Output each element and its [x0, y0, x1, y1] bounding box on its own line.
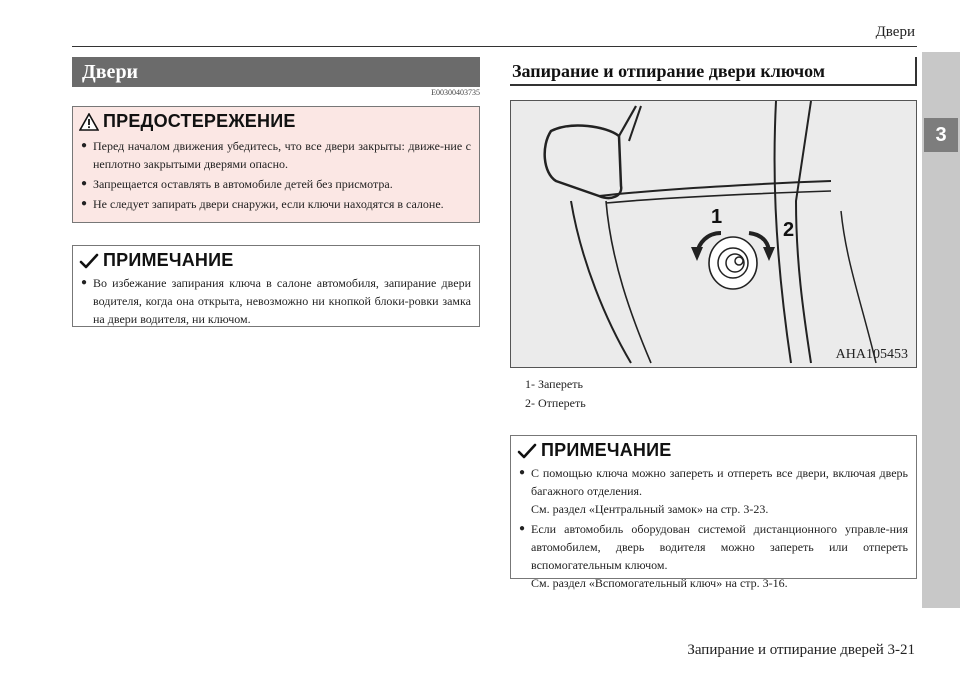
warning-heading: [79, 111, 296, 132]
note-reference: См. раздел «Центральный замок» на стр. 3-23.: [531, 502, 769, 516]
note-text: С помощью ключа можно запереть и отпереть все двери, включая дверь багажного отделения.: [531, 466, 908, 498]
door-lock-drawing: [511, 101, 916, 367]
arrow-label-lock: 1: [711, 206, 723, 228]
note-text: Если автомобиль оборудован системой дистанционного управле-ния автомобилем, дверь водителя можно запереть или отпереть вспомогательным ключом.: [531, 522, 908, 572]
illustration-code: AHA105453: [835, 347, 908, 362]
list-item: ● Не следует запирать двери снаружи, если ключи находятся в салоне.: [81, 195, 471, 213]
section-title-doors: Двери: [72, 57, 480, 87]
illustration-legend: [525, 375, 586, 413]
note-box-left: [72, 245, 480, 327]
document-code: E00300403735: [431, 88, 480, 97]
list-item: ● Перед началом движения убедитесь, что все двери закрыты: движе-ние с неплотно закрытыми дверями опасно.: [81, 137, 471, 173]
note-list: [519, 464, 908, 594]
note-heading: [79, 250, 233, 271]
warning-list: [81, 137, 471, 215]
warning-box: [72, 106, 480, 223]
list-item: [519, 464, 908, 518]
note-reference: См. раздел «Вспомогательный ключ» на стр. 3-16.: [531, 576, 788, 590]
list-item: ● Во избежание запирания ключа в салоне автомобиля, запирание двери водителя, когда она открыта, невозможно ни кнопкой блоки-ровки замка на двери водителя, ни ключом.: [81, 274, 471, 328]
pencil-check-icon: [79, 252, 99, 270]
door-key-illustration: [510, 100, 917, 368]
warning-heading-label: ПРЕДОСТЕРЕЖЕНИЕ: [103, 111, 296, 131]
page-footer: Запирание и отпирание дверей 3-21: [687, 642, 915, 658]
note-heading-label: ПРИМЕЧАНИЕ: [541, 440, 672, 460]
list-item: ● Запрещается оставлять в автомобиле детей без присмотра.: [81, 175, 471, 193]
legend-item: 2- Отпереть: [525, 396, 586, 410]
chapter-number-badge: 3: [924, 118, 958, 152]
arrow-label-unlock: 2: [783, 219, 795, 241]
header-rule: [72, 46, 917, 47]
legend-item: 1- Запереть: [525, 377, 583, 391]
pencil-check-icon: [517, 442, 537, 460]
note-box-right: [510, 435, 917, 590]
note-heading: [517, 440, 671, 461]
list-item: [519, 520, 908, 592]
section-title-key-locking: Запирание и отпирание двери ключом: [510, 57, 917, 86]
note-list: [81, 274, 471, 330]
note-heading-label: ПРИМЕЧАНИЕ: [103, 250, 234, 270]
page-header-title: Двери: [875, 24, 915, 40]
warning-triangle-icon: [79, 113, 99, 131]
